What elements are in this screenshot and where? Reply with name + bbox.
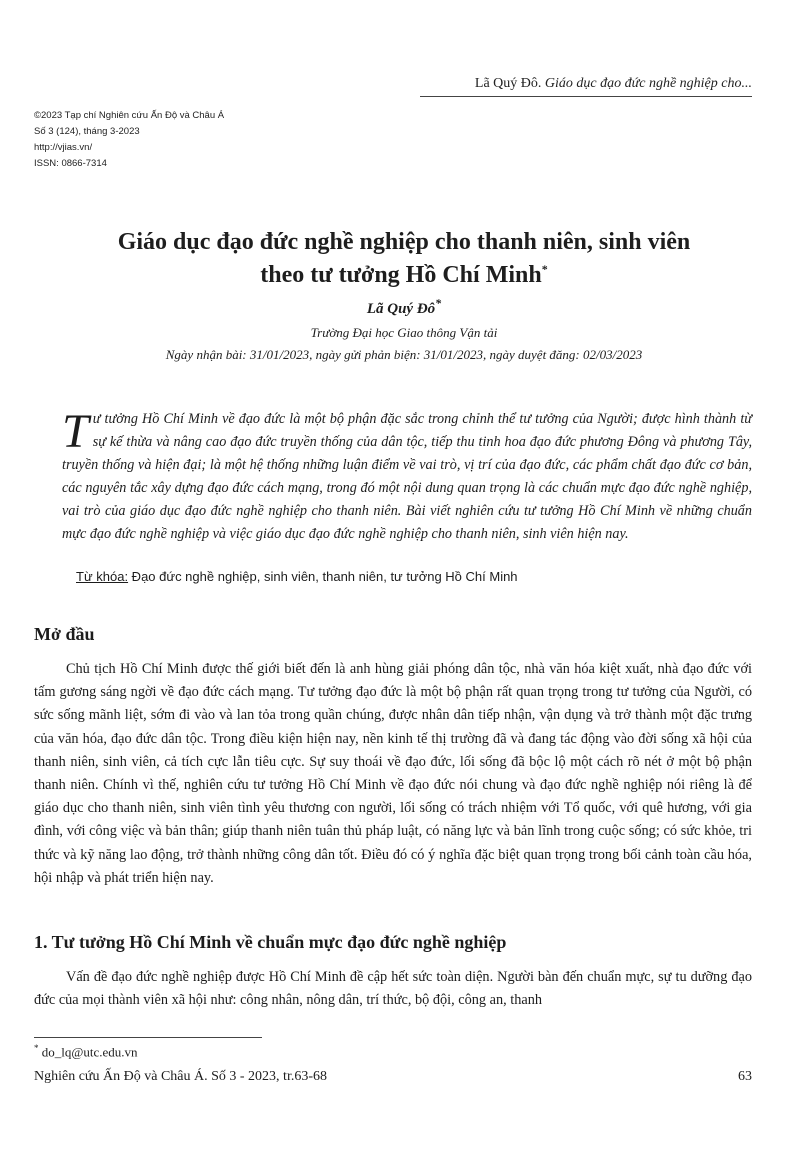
- keywords-text: Đạo đức nghề nghiệp, sinh viên, thanh niên, tư tưởng Hồ Chí Minh: [128, 569, 518, 584]
- abstract: [62, 405, 752, 546]
- intro-paragraph: Chủ tịch Hồ Chí Minh được thế giới biết đến là anh hùng giải phóng dân tộc, nhà văn hóa kiệt xuất, nhà đạo đức với tấm gương sáng ngời về đạo đức cách mạng. Tư tưởng đạo đức là một bộ phận rất quan trọng trong tư tưởng của Người, có sức sống mãnh liệt, sớm đi vào và lan tỏa trong quần chúng, được nhân dân tiếp nhận, vận dụng và trở thành một đặc trưng của văn hóa, đạo đức dân tộc. Trong điều kiện hiện nay, nền kinh tế thị trường đã và đang tác động vào đời sống xã hội của thanh niên, sinh viên, cả tích cực lẫn tiêu cực. Sự suy thoái về đạo đức, lối sống đã bộc lộ một cách rõ nét ở một bộ phận thanh niên. Chính vì thế, nghiên cứu tư tưởng Hồ Chí Minh về đạo đức nói chung và đạo đức nghề nghiệp nói riêng là để giáo dục cho thanh niên, sinh viên tình yêu thương con người, lối sống có trách nhiệm với Tổ quốc, với quê hương, với gia đình, với công việc và bản thân; giúp thanh niên tuân thủ pháp luật, có năng lực và bản lĩnh trong cuộc sống; có sức khỏe, tri thức và kỹ năng lao động, trở thành những công dân tốt. Điều đó có ý nghĩa đặc biệt quan trọng trong bối cảnh toàn cầu hóa, hội nhập và phát triển hiện nay.: [34, 661, 752, 886]
- issue-line: Số 3 (124), tháng 3-2023: [34, 126, 140, 137]
- author-footnote-mark: *: [435, 296, 442, 310]
- footnote: [34, 1043, 138, 1060]
- page-number: 63: [738, 1069, 752, 1084]
- author-affiliation: Trường Đại học Giao thông Vận tải: [310, 325, 498, 340]
- running-head-author: Lã Quý Đô.: [474, 76, 542, 91]
- title-line-2: theo tư tưởng Hồ Chí Minh*: [260, 262, 548, 288]
- abstract-dropcap: T: [62, 405, 89, 458]
- submission-dates: Ngày nhận bài: 31/01/2023, ngày gửi phản biện: 31/01/2023, ngày duyệt đăng: 02/03/2023: [165, 347, 643, 362]
- running-head-title: Giáo dục đạo đức nghề nghiệp cho...: [544, 76, 752, 91]
- footnote-mark: *: [34, 1043, 39, 1053]
- title-footnote-mark: *: [541, 262, 548, 276]
- running-head: [475, 76, 752, 92]
- footnote-email[interactable]: do_lq@utc.edu.vn: [38, 1044, 138, 1060]
- article-title: [40, 226, 768, 292]
- section-title-1: 1. Tư tưởng Hồ Chí Minh về chuẩn mực đạo đức nghề nghiệp: [34, 932, 507, 952]
- header-rule: [420, 96, 752, 97]
- footnote-rule: [34, 1037, 262, 1038]
- journal-meta: [34, 108, 224, 172]
- title-line-1: Giáo dục đạo đức nghề nghiệp cho thanh niên, sinh viên: [117, 229, 691, 255]
- footer-citation: Nghiên cứu Ấn Độ và Châu Á. Số 3 - 2023, tr.63-68: [34, 1069, 328, 1084]
- copyright-line: ©2023 Tạp chí Nghiên cứu Ấn Độ và Châu Á: [34, 110, 225, 121]
- journal-url[interactable]: http://vjias.vn/: [34, 142, 93, 153]
- keywords: [76, 569, 752, 584]
- section-1-paragraph: Vấn đề đạo đức nghề nghiệp được Hồ Chí Minh đề cập hết sức toàn diện. Người bàn đến chuẩn mực, sự tu dưỡng đạo đức của mọi thành viên xã hội như: công nhân, nông dân, trí thức, bộ đội, công an, thanh: [34, 969, 752, 1009]
- issn-line: ISSN: 0866-7314: [34, 158, 107, 169]
- section-title-intro: Mở đầu: [34, 624, 95, 644]
- author-name: Lã Quý Đô*: [366, 296, 442, 317]
- abstract-text: ư tưởng Hồ Chí Minh về đạo đức là một bộ phận đặc sắc trong chỉnh thể tư tưởng của Người; được hình thành từ sự kế thừa và nâng cao đạo đức truyền thống của dân tộc, tiếp thu tinh hoa đạo đức phương Đông và phương Tây, truyền thống và hiện đại; là một hệ thống những luận điểm về vai trò, vị trí của đạo đức, các phẩm chất đạo đức cơ bản, các nguyên tắc xây dựng đạo đức cách mạng, trong đó một nội dung quan trọng là các chuẩn mực đạo đức nghề nghiệp, vai trò của giáo dục đạo đức nghề nghiệp cho thanh niên. Bài viết nghiên cứu tư tưởng Hồ Chí Minh về những chuẩn mực đạo đức nghề nghiệp và việc giáo dục đạo đức nghề nghiệp cho thanh niên, sinh viên hiện nay.: [62, 411, 752, 542]
- keywords-label: Từ khóa:: [76, 569, 129, 584]
